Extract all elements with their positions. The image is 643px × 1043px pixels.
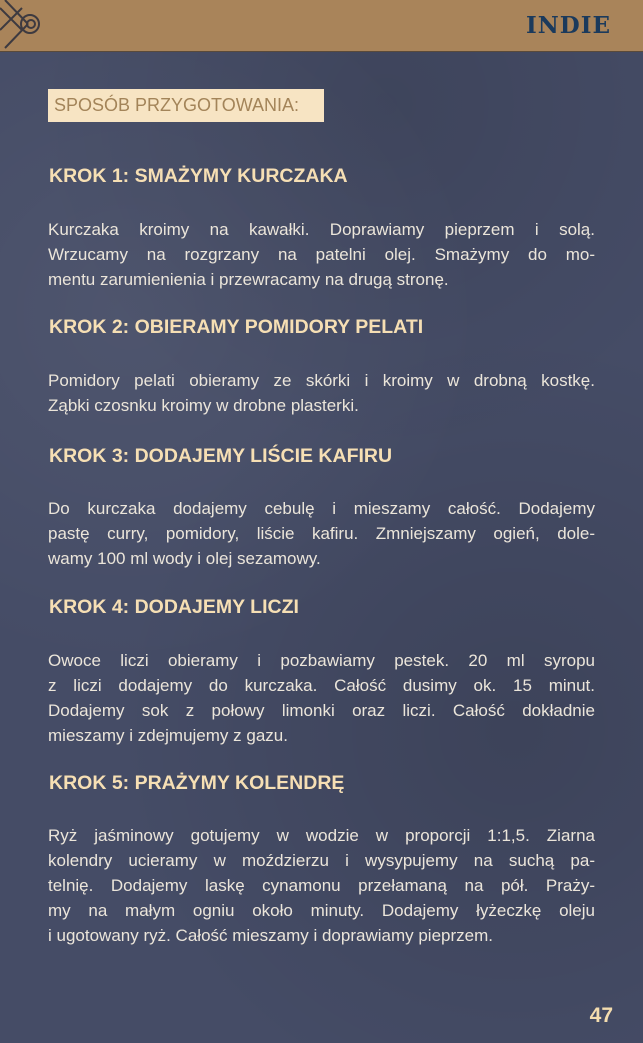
text-line: Kurczaka kroimy na kawałki. Doprawiamy pieprzem i solą. [48, 220, 595, 239]
text-line: wamy 100 ml wody i olej sezamowy. [48, 549, 321, 568]
step-5-text [48, 823, 595, 948]
step-2-title: KROK 2: OBIERAMY POMIDORY PELATI [49, 316, 424, 338]
text-line: mieszamy i zdejmujemy z gazu. [48, 726, 288, 745]
text-line: Ząbki czosnku kroimy w drobne plasterki. [48, 396, 359, 415]
text-line: mentu zarumienienia i przewracamy na drugą stronę. [48, 270, 449, 289]
region-title: INDIE [525, 12, 611, 39]
text-line: my na małym ogniu około minuty. Dodajemy łyżeczkę oleju [48, 901, 595, 920]
text-line: i ugotowany ryż. Całość mieszamy i doprawiamy pieprzem. [48, 926, 493, 945]
text-line: kolendry ucieramy w moździerzu i wysypujemy na suchą pa- [48, 851, 595, 870]
step-2-text [48, 368, 595, 418]
text-line: pastę curry, pomidory, liście kafiru. Zmniejszamy ogień, dole- [48, 524, 595, 543]
step-1-text [48, 217, 595, 292]
step-4-title: KROK 4: DODAJEMY LICZI [49, 596, 299, 618]
step-1-title: KROK 1: SMAŻYMY KURCZAKA [49, 165, 348, 187]
text-line: Do kurczaka dodajemy cebulę i mieszamy całość. Dodajemy [48, 499, 595, 518]
text-line: Pomidory pelati obieramy ze skórki i kroimy w drobną kostkę. [48, 371, 595, 390]
section-label: SPOSÓB PRZYGOTOWANIA: [48, 89, 324, 122]
step-5-title: KROK 5: PRAŻYMY KOLENDRĘ [49, 772, 345, 794]
step-3-text [48, 496, 595, 571]
knot-ornament-icon [0, 0, 46, 50]
page-number: 47 [589, 1004, 613, 1027]
text-line: Wrzucamy na rozgrzany na patelni olej. Smażymy do mo- [48, 245, 595, 264]
text-line: Ryż jaśminowy gotujemy w wodzie w proporcji 1:1,5. Ziarna [48, 826, 595, 845]
step-4-text [48, 648, 595, 748]
text-line: Dodajemy sok z połowy limonki oraz liczi. Całość dokładnie [48, 701, 595, 720]
step-3-title: KROK 3: DODAJEMY LIŚCIE KAFIRU [49, 445, 393, 467]
text-line: telnię. Dodajemy laskę cynamonu przełamaną na pół. Praży- [48, 876, 595, 895]
text-line: z liczi dodajemy do kurczaka. Całość dusimy ok. 15 minut. [48, 676, 595, 695]
header-band [0, 0, 643, 52]
text-line: Owoce liczi obieramy i pozbawiamy pestek. 20 ml syropu [48, 651, 595, 670]
